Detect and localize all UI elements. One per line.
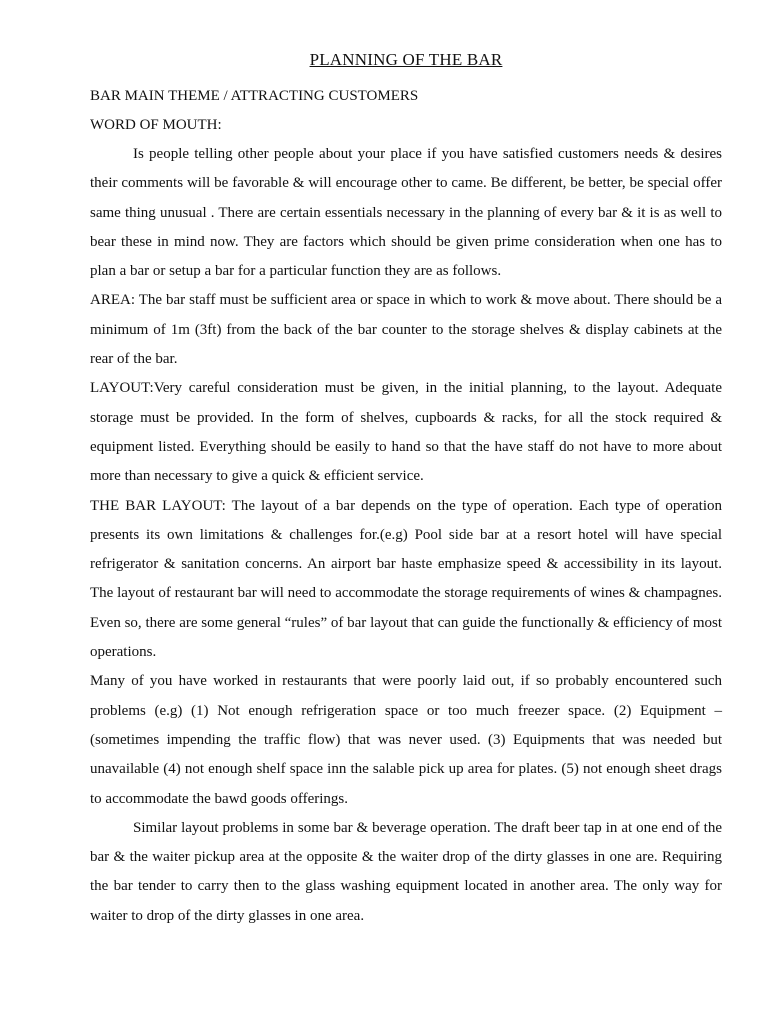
paragraph-similar-layout: Similar layout problems in some bar & beverage operation. The draft beer tap in at one end of the bar & the waiter pickup area at the opposite & the waiter drop of the dirty glasses in one are. Requiring the bar tender to carry then to the glass washing equipment located in another area. The only way for waiter to drop of the dirty glasses in one area. — [90, 819, 722, 924]
section-heading-bar-main-theme: BAR MAIN THEME / ATTRACTING CUSTOMERS — [90, 88, 419, 104]
paragraph-bar-layout: THE BAR LAYOUT: The layout of a bar depends on the type of operation. Each type of operation presents its own limitations & challenges for.(e.g) Pool side bar at a resort hotel will have special refrigerator & sanitation concerns. An airport bar haste emphasize speed & accessibility in its layout. The layout of restaurant bar will need to accommodate the storage requirements of wines & champagnes. Even so, there are some general “rules” of bar layout that can guide the functionally & efficiency of most operations. — [90, 497, 722, 661]
document-page — [90, 48, 722, 931]
page-title: PLANNING OF THE BAR — [309, 50, 503, 69]
section-heading-word-of-mouth: WORD OF MOUTH: — [90, 117, 222, 133]
paragraph-area: AREA: The bar staff must be sufficient area or space in which to work & move about. There should be a minimum of 1m (3ft) from the back of the bar counter to the storage shelves & display cabinets at the rear of the bar. — [90, 292, 722, 368]
paragraph-poorly-laid-out: Many of you have worked in restaurants that were poorly laid out, if so probably encountered such problems (e.g) (1) Not enough refrigeration space or too much freezer space. (2) Equipment – (sometimes impending the traffic flow) that was never used. (3) Equipments that was needed but unavailable (4) not enough shelf space inn the salable pick up area for plates. (5) not enough sheet drags to accommodate the bawd goods offerings. — [90, 673, 722, 807]
paragraph-word-of-mouth: Is people telling other people about your place if you have satisfied customers needs & desires their comments will be favorable & will encourage other to came. Be different, be better, be special offer same thing unusual . There are certain essentials necessary in the planning of every bar & it is as well to bear these in mind now. They are factors which should be given prime consideration when one has to plan a bar or setup a bar for a particular function they are as follows. — [90, 146, 722, 280]
paragraph-layout: LAYOUT:Very careful consideration must be given, in the initial planning, to the layout. Adequate storage must be provided. In the form of shelves, cupboards & racks, for all the stock required & equipment listed. Everything should be easily to hand so that the have staff do not have to more about more than necessary to give a quick & efficient service. — [90, 380, 722, 485]
